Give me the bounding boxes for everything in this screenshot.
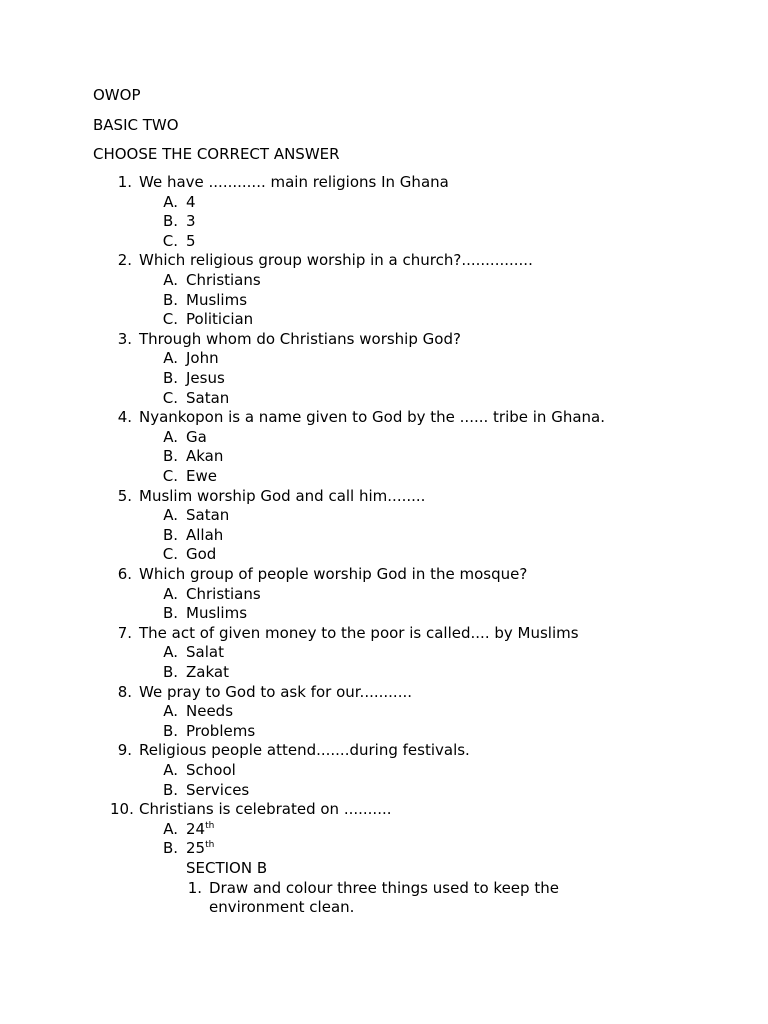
question-number: 5.	[117, 486, 132, 505]
option-letter: B.	[162, 604, 178, 623]
option-text: 4	[186, 192, 196, 211]
section-b-heading: SECTION B	[186, 859, 268, 877]
ordinal-suffix: th	[205, 820, 215, 831]
question-number: 1.	[117, 173, 132, 191]
option-text: Salat	[186, 643, 224, 662]
option-text: Muslims	[186, 290, 248, 309]
question-text: We pray to God to ask for our...........	[139, 682, 412, 701]
section-b-item-text: environment clean.	[209, 898, 355, 917]
question-number: 9.	[117, 741, 132, 760]
option-text: 3	[186, 212, 196, 231]
option-text: Ga	[186, 427, 207, 446]
option-letter: A.	[163, 271, 178, 289]
option-letter: A.	[163, 761, 178, 779]
option-text: Christians	[186, 584, 261, 603]
option-letter: B.	[162, 212, 178, 231]
option-letter: A.	[163, 506, 178, 525]
question-text: Religious people attend.......during festivals.	[139, 741, 470, 760]
question-text: Muslim worship God and call him........	[139, 486, 426, 505]
option-text: 25th	[186, 839, 215, 858]
option-letter: A.	[163, 643, 178, 662]
option-letter: B.	[162, 663, 178, 681]
option-text: God	[186, 545, 217, 564]
option-letter: C.	[162, 545, 178, 564]
option-text: Services	[186, 780, 250, 799]
option-letter: B.	[162, 780, 178, 799]
option-text: Ewe	[186, 467, 217, 485]
option-letter: C.	[162, 388, 178, 407]
option-letter: B.	[162, 721, 178, 740]
option-letter: A.	[163, 349, 178, 368]
question-number: 2.	[117, 251, 132, 270]
question-text: Which group of people worship God in the mosque?	[139, 565, 528, 583]
option-text: Muslims	[186, 604, 248, 623]
option-letter: B.	[162, 525, 178, 544]
option-letter: A.	[163, 702, 178, 721]
school-name: OWOP	[93, 86, 141, 104]
question-text: Through whom do Christians worship God?	[139, 329, 461, 348]
option-letter: A.	[163, 819, 178, 838]
ordinal-suffix: th	[205, 840, 215, 851]
question-text: Which religious group worship in a church?...............	[139, 251, 533, 270]
question-text: Nyankopon is a name given to God by the ...... tribe in Ghana.	[139, 408, 605, 427]
option-text: Akan	[186, 447, 224, 466]
question-text: The act of given money to the poor is called.... by Muslims	[139, 623, 579, 642]
option-text: Needs	[186, 702, 234, 721]
option-letter: B.	[162, 369, 178, 387]
question-number: 6.	[117, 565, 132, 583]
option-text: Problems	[186, 721, 256, 740]
question-text: Christians is celebrated on ..........	[139, 800, 392, 819]
option-text: Zakat	[186, 663, 229, 681]
option-letter: A.	[163, 427, 178, 446]
instructions: CHOOSE THE CORRECT ANSWER	[93, 145, 340, 163]
option-text: Politician	[186, 310, 254, 329]
option-text: 24th	[186, 819, 215, 838]
option-letter: B.	[162, 839, 178, 858]
question-text: We have ............ main religions In Ghana	[139, 173, 449, 191]
option-letter: A.	[163, 192, 178, 211]
option-text: Satan	[186, 388, 230, 407]
section-b-item-text: Draw and colour three things used to keep the	[209, 878, 559, 897]
option-text: Satan	[186, 506, 230, 525]
option-text: Jesus	[186, 369, 225, 387]
option-letter: B.	[162, 447, 178, 466]
option-text: School	[186, 761, 236, 779]
option-letter: C.	[162, 310, 178, 329]
section-b-item-number: 1.	[187, 878, 202, 897]
option-text: Allah	[186, 525, 224, 544]
question-number: 4.	[117, 408, 132, 427]
question-number: 10.	[110, 800, 134, 819]
question-number: 7.	[117, 623, 132, 642]
option-letter: C.	[162, 467, 178, 485]
option-text: 5	[186, 231, 196, 250]
option-text: John	[186, 349, 219, 368]
option-letter: C.	[162, 231, 178, 250]
question-number: 8.	[117, 682, 132, 701]
option-text: Christians	[186, 271, 261, 289]
option-letter: A.	[163, 584, 178, 603]
option-letter: B.	[162, 290, 178, 309]
class-level: BASIC TWO	[93, 116, 179, 134]
question-number: 3.	[117, 329, 132, 348]
